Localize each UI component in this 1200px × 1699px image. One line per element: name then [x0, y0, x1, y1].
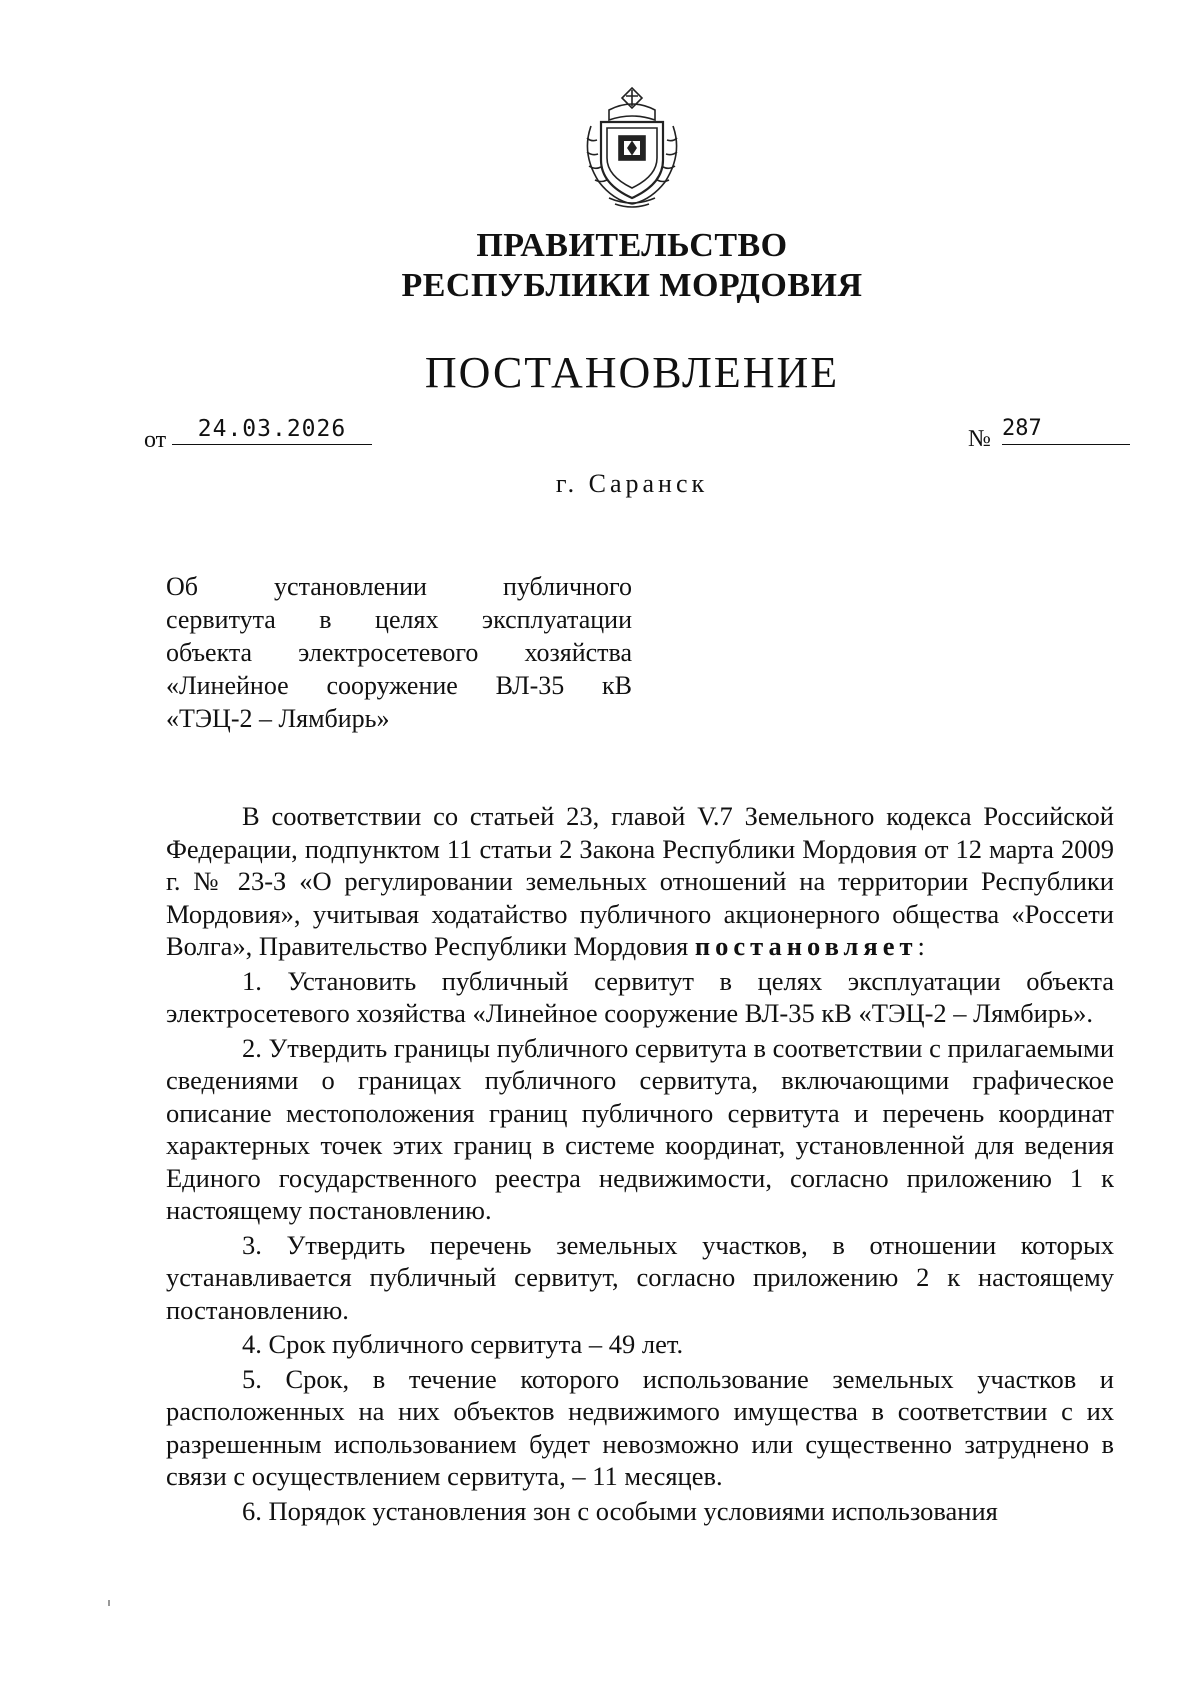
preamble-text: В соответствии со статьей 23, главой V.7 Земельного кодекса Российской Федерации, подпунктом 11 статьи 2 Закона Республики Мордовия от 12 марта 2009 г. № 23-З «О регулировании земельных отношений на территории Республики Мордовия», учитывая ходатайство публичного акционерного общества «Россети Волга», Правительство Республики Мордовия [166, 801, 1114, 961]
coat-of-arms-icon [579, 82, 685, 210]
decree-word: постановляет [694, 931, 918, 961]
clause-paragraph: 1. Установить публичный сервитут в целях эксплуатации объекта электросетевого хозяйства «Линейное сооружение ВЛ-35 кВ «ТЭЦ-2 – Лямбирь». [166, 965, 1114, 1028]
subject-line: сервитута в целях эксплуатации [166, 605, 632, 634]
preamble-paragraph [166, 800, 1114, 963]
clause-paragraph: 4. Срок публичного сервитута – 49 лет. [242, 1329, 684, 1359]
subject-line: «Линейное сооружение ВЛ-35 кВ [166, 671, 632, 700]
subject-line: Об установлении публичного [166, 572, 632, 601]
date-label: от [144, 427, 167, 453]
decree-colon: : [917, 931, 925, 961]
margin-mark [108, 1600, 110, 1606]
clause-paragraph: 2. Утвердить границы публичного сервитута в соответствии с прилагаемыми сведениями о границах публичного сервитута, включающими графическое описание местоположения границ публичного сервитута и перечень координат характерных точек этих границ в системе координат, установленной для ведения Единого государственного реестра недвижимости, согласно приложению 1 к настоящему постановлению. [166, 1032, 1114, 1225]
document-subject [166, 570, 632, 735]
city: г. Саранск [555, 469, 709, 498]
clause-paragraph: 5. Срок, в течение которого использование земельных участков и расположенных на них объектов недвижимого имущества в соответствии с их разрешенным использованием будет невозможно или существенно затруднено в связи с осуществлением сервитута, – 11 месяцев. [166, 1363, 1114, 1491]
org-name-line1: ПРАВИТЕЛЬСТВО [476, 227, 788, 264]
document-body [166, 800, 1114, 1527]
date-value: 24.03.2026 [172, 416, 372, 445]
number-value: 287 [1002, 416, 1130, 445]
number-label: № [968, 426, 991, 452]
subject-line: «ТЭЦ-2 – Лямбирь» [166, 704, 390, 733]
org-name-line2: РЕСПУБЛИКИ МОРДОВИЯ [401, 267, 863, 304]
clause-paragraph: 3. Утвердить перечень земельных участков, в отношении которых устанавливается публичный сервитут, согласно приложению 2 к настоящему постановлению. [166, 1229, 1114, 1325]
document-type: ПОСТАНОВЛЕНИЕ [424, 348, 840, 397]
subject-line: объекта электросетевого хозяйства [166, 638, 632, 667]
clause-paragraph: 6. Порядок установления зон с особыми условиями использования [242, 1495, 998, 1526]
